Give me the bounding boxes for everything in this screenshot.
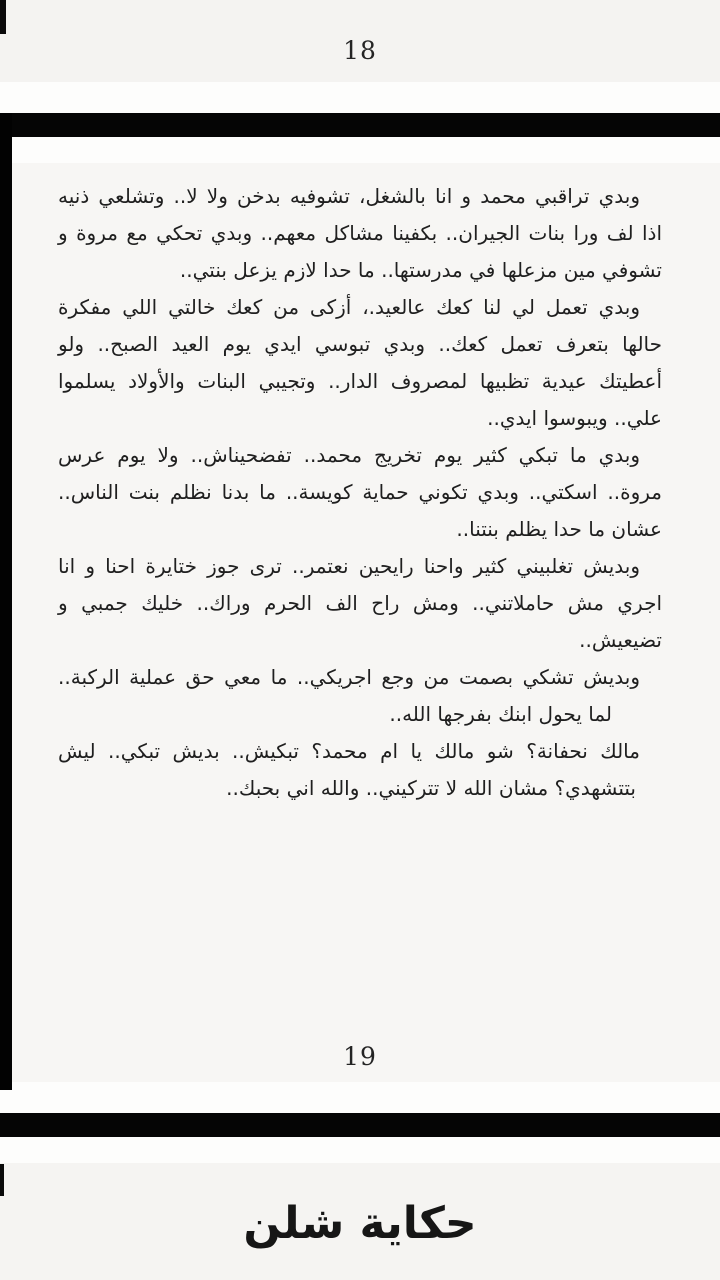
previous-page-margin: [0, 82, 720, 113]
scan-edge-artifact-left: [0, 113, 12, 1090]
paragraph: [58, 437, 662, 548]
paragraph: [58, 733, 662, 807]
text-line: وبديش تغلبيني كثير واحنا رايحين نعتمر.. ترى جوز ختايرة احنا و انا: [58, 554, 640, 578]
text-line: وبدي تراقبي محمد و انا بالشغل، تشوفيه بدخن ولا لا.. وتشلعي ذنيه: [58, 184, 640, 208]
text-line: تضيعيش..: [579, 628, 662, 652]
paragraph: [58, 548, 662, 659]
text-line: وبدي ما تبكي كثير يوم تخريج محمد.. تفضحيناش.. ولا يوم عرس: [58, 443, 640, 467]
text-line: أعطيتك عيدية تظبيها لمصروف الدار.. وتجيبي البنات والأولاد يسلموا: [58, 369, 662, 393]
page-text: [58, 178, 662, 807]
paragraph: [58, 178, 662, 289]
text-line: لما يحول ابنك بفرجها الله..: [389, 702, 612, 726]
text-line: مالك نحفانة؟ شو مالك يا ام محمد؟ تبكيش.. بديش تبكي.. ليش: [58, 739, 640, 763]
paragraph: [58, 289, 662, 437]
text-line: تشوفي مين مزعلها في مدرستها.. ما حدا لازم يزعل بنتي..: [179, 258, 662, 282]
book-title: حكاية شلن: [243, 1198, 477, 1249]
text-line: وبدي تعمل لي لنا كعك عالعيد.، أزكى من كعك خالتي اللي مفكرة: [58, 295, 640, 319]
text-line: اذا لف ورا بنات الجيران.. بكفينا مشاكل معهم.. وبدي تحكي مع مروة و: [58, 221, 662, 245]
paragraph: [58, 659, 662, 733]
next-page-margin: [0, 1137, 720, 1163]
page-divider-bottom: [0, 1113, 720, 1137]
page-number-top: 18: [343, 36, 377, 65]
text-line: علي.. ويبوسوا ايدي..: [487, 406, 662, 430]
text-line: وبديش تشكي بصمت من وجع اجريكي.. ما معي حق عملية الركبة..: [58, 665, 640, 689]
text-line: مروة.. اسكتي.. وبدي تكوني حماية كويسة.. ما بدنا نظلم بنت الناس..: [58, 480, 662, 504]
text-line: عشان ما حدا يظلم بنتنا..: [456, 517, 662, 541]
text-line: حالها بتعرف تعمل كعك.. وبدي تبوسي ايدي يوم العيد الصبح.. ولو: [58, 332, 662, 356]
page-divider-top: [0, 113, 720, 137]
text-line: بتتشهدي؟ مشان الله لا تتركيني.. والله اني بحبك..: [226, 776, 636, 800]
page-number-bottom: 19: [343, 1042, 377, 1071]
text-line: اجري مش حاملاتني.. ومش راح الف الحرم وراك.. خليك جمبي و: [58, 591, 662, 615]
scan-artifact-top-left: [0, 0, 6, 34]
